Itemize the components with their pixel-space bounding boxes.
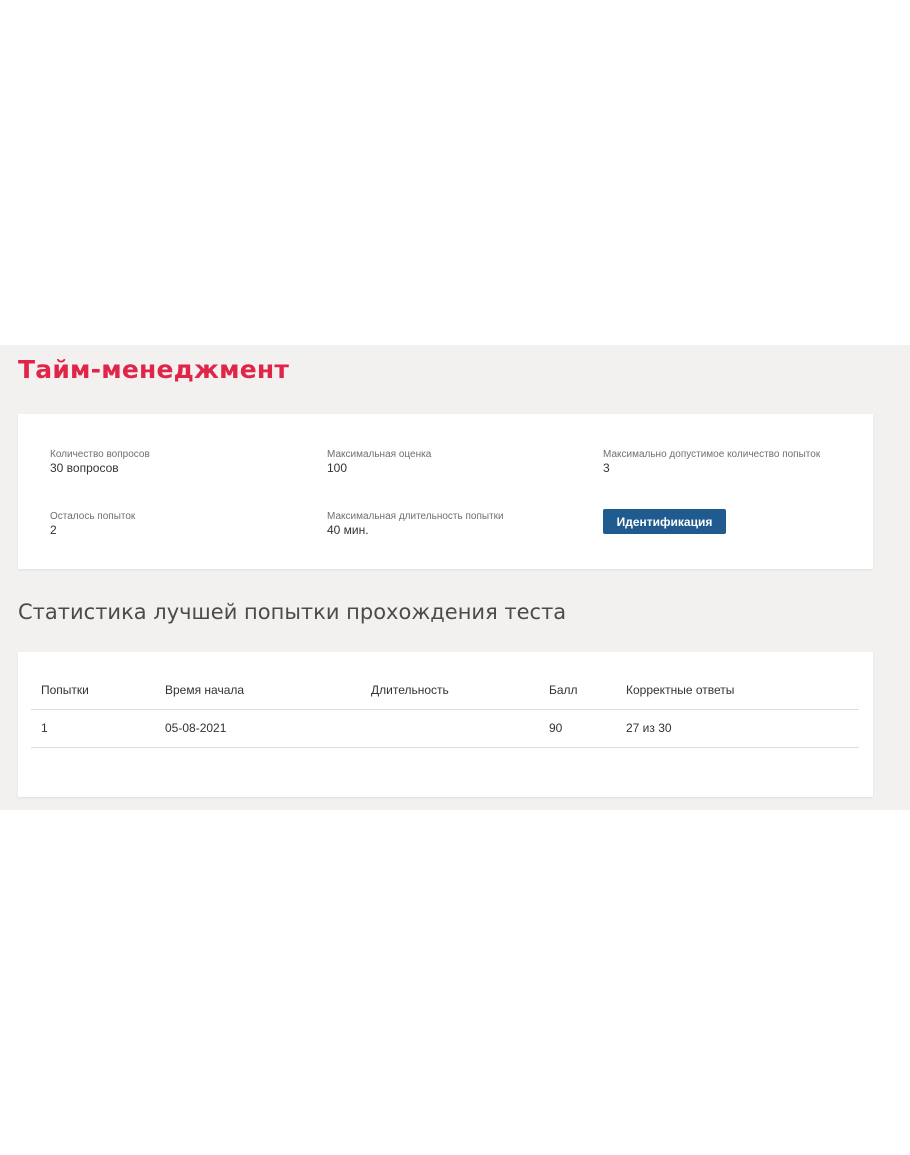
attempts-left-value: 2	[50, 523, 57, 537]
stats-section-title: Статистика лучшей попытки прохождения теста	[18, 600, 567, 624]
test-info-card	[18, 414, 873, 569]
stats-table-card	[18, 652, 873, 797]
cell-attempt-number: 1	[41, 721, 48, 735]
questions-count-label: Количество вопросов	[50, 449, 150, 460]
questions-count-value: 30 вопросов	[50, 461, 119, 475]
max-attempts-label: Максимально допустимое количество попыток	[603, 449, 821, 460]
max-score-info	[327, 449, 547, 475]
stats-table	[31, 672, 859, 748]
max-attempts-info	[603, 449, 823, 475]
max-score-value: 100	[327, 461, 348, 475]
cell-score: 90	[549, 721, 563, 735]
cell-correct-answers: 27 из 30	[626, 721, 672, 735]
attempts-left-info	[50, 511, 270, 537]
table-row	[31, 710, 859, 748]
max-duration-value: 40 мин.	[327, 523, 369, 537]
max-duration-info	[327, 511, 547, 537]
column-header-score: Балл	[549, 683, 578, 697]
cell-start-time: 05-08-2021	[165, 721, 227, 735]
max-duration-label: Максимальная длительность попытки	[327, 511, 504, 522]
max-score-label: Максимальная оценка	[327, 449, 432, 460]
column-header-duration: Длительность	[371, 683, 449, 697]
column-header-start-time: Время начала	[165, 683, 245, 697]
max-attempts-value: 3	[603, 461, 610, 475]
column-header-attempts: Попытки	[41, 683, 89, 697]
identification-button[interactable]: Идентификация	[603, 509, 726, 534]
column-header-correct-answers: Корректные ответы	[626, 683, 735, 697]
questions-count-info	[50, 449, 270, 475]
table-header-row	[31, 672, 859, 710]
page-title: Тайм-менеджмент	[18, 355, 290, 384]
attempts-left-label: Осталось попыток	[50, 511, 136, 522]
